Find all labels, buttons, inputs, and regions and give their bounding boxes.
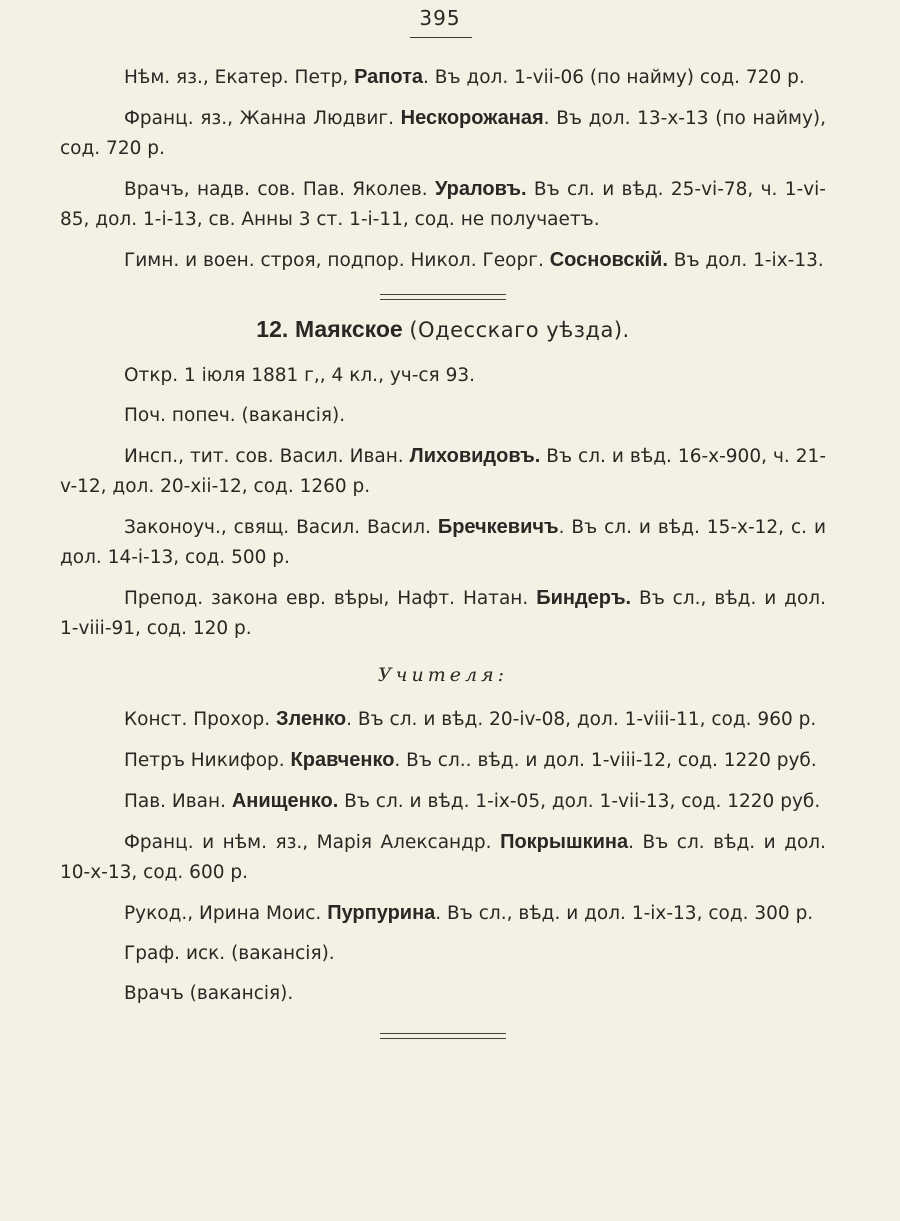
entry — [60, 786, 826, 817]
page-content — [60, 62, 826, 1051]
entry — [60, 745, 826, 776]
section-divider — [60, 292, 826, 302]
entry-text: Рукод., Ирина Моис. — [124, 903, 328, 924]
entry — [60, 441, 826, 502]
entry — [60, 174, 826, 235]
entry-text: Инсп., тит. сов. Васил. Иван. — [124, 446, 410, 467]
entry-text: Врачъ (вакансія). — [124, 983, 294, 1004]
entry-text: Въ сл. и вѣд. 1-ix-05, дол. 1-vii-13, сод. 1220 руб. — [338, 791, 821, 812]
entry-text: . Въ дол. 1-vii-06 (по найму) сод. 720 р. — [423, 67, 805, 88]
page-number: 395 — [419, 6, 461, 30]
entry — [60, 979, 826, 1009]
entries-school — [60, 361, 826, 644]
entry — [60, 401, 826, 431]
entry-text: Поч. попеч. (вакансія). — [124, 405, 346, 426]
teachers-heading: Учителя: — [377, 664, 509, 686]
entry — [60, 512, 826, 573]
entry — [60, 898, 826, 929]
entries-teachers — [60, 704, 826, 1009]
entry-text: Гимн. и воен. строя, подпор. Никол. Георг. — [124, 250, 550, 271]
entry-text: Петръ Никифор. — [124, 750, 291, 771]
entry-text: Конст. Прохор. — [124, 709, 277, 730]
entry-text: . Въ сл., вѣд. и дол. 1-ix-13, сод. 300 р. — [435, 903, 814, 924]
entry-text: . Въ сл. и вѣд. 15-x-12, с. и дол. 14-i-13, сод. 500 р. — [60, 517, 826, 568]
end-divider — [60, 1031, 826, 1041]
entry — [60, 827, 826, 888]
section-name: Маякское — [294, 316, 403, 342]
section-number: 12. — [256, 316, 289, 342]
entry — [60, 939, 826, 969]
entry-surname: Ураловъ. — [434, 178, 527, 200]
entry-surname: Бречкевичъ — [437, 516, 559, 538]
entry-text: . Въ сл. вѣд. и дол. 10-x-13, сод. 600 р. — [60, 832, 827, 883]
entry-text: Препод. закона евр. вѣры, Нафт. Натан. — [124, 588, 537, 609]
entry-surname: Лиховидовъ. — [409, 445, 541, 467]
section-subtitle: (Одесскаго уѣзда). — [409, 318, 630, 342]
entry — [60, 361, 826, 391]
entry — [60, 583, 826, 644]
entry-text: . Въ сл. и вѣд. 20-iv-08, дол. 1-viii-11, сод. 960 р. — [346, 709, 817, 730]
entry-text: Граф. иск. (вакансія). — [124, 943, 335, 964]
section-heading — [60, 312, 826, 347]
entry-text: Въ сл., вѣд. и дол. 1-viii-91, сод. 120 р. — [60, 588, 826, 639]
entry-text: Въ сл. и вѣд. 25-vi-78, ч. 1-vi-85, дол. 1-i-13, св. Анны 3 ст. 1-i-11, сод. не получаетъ. — [60, 179, 826, 230]
entry-text: . Въ сл.. вѣд. и дол. 1-viii-12, сод. 1220 руб. — [394, 750, 817, 771]
entry-text: Франц. яз., Жанна Людвиг. — [124, 108, 401, 129]
entry-surname: Анищенко. — [231, 790, 339, 812]
entry-surname: Пурпурина — [327, 902, 436, 924]
entry — [60, 245, 826, 276]
entry-surname: Кравченко — [290, 749, 395, 771]
entry — [60, 704, 826, 735]
entry — [60, 62, 826, 93]
page-number-rule — [410, 37, 472, 38]
entry-text: Въ сл. и вѣд. 16-x-900, ч. 21-v-12, дол. 20-xii-12, сод. 1260 р. — [60, 446, 826, 497]
entry-text: Законоуч., свящ. Васил. Васил. — [124, 517, 438, 538]
entry-text: . Въ дол. 13-x-13 (по найму), сод. 720 р. — [60, 108, 826, 159]
entry-surname: Покрышкина — [500, 831, 629, 853]
entries-top — [60, 62, 826, 276]
entry-text: Нѣм. яз., Екатер. Петр, — [124, 67, 355, 88]
entry-surname: Рапота — [354, 66, 424, 88]
entry-surname: Зленко — [276, 708, 347, 730]
entry-text: Франц. и нѣм. яз., Марія Александр. — [124, 832, 501, 853]
entry-surname: Нескорожаная — [400, 107, 544, 129]
entry-text: Откр. 1 іюля 1881 г,, 4 кл., уч-ся 93. — [124, 365, 475, 386]
entry-surname: Сосновскій. — [549, 249, 668, 271]
entry-text: Врачъ, надв. сов. Пав. Яколев. — [124, 179, 435, 200]
entry — [60, 103, 826, 164]
entry-surname: Биндеръ. — [536, 587, 632, 609]
entry-text: Пав. Иван. — [124, 791, 232, 812]
entry-text: Въ дол. 1-ix-13. — [667, 250, 824, 271]
